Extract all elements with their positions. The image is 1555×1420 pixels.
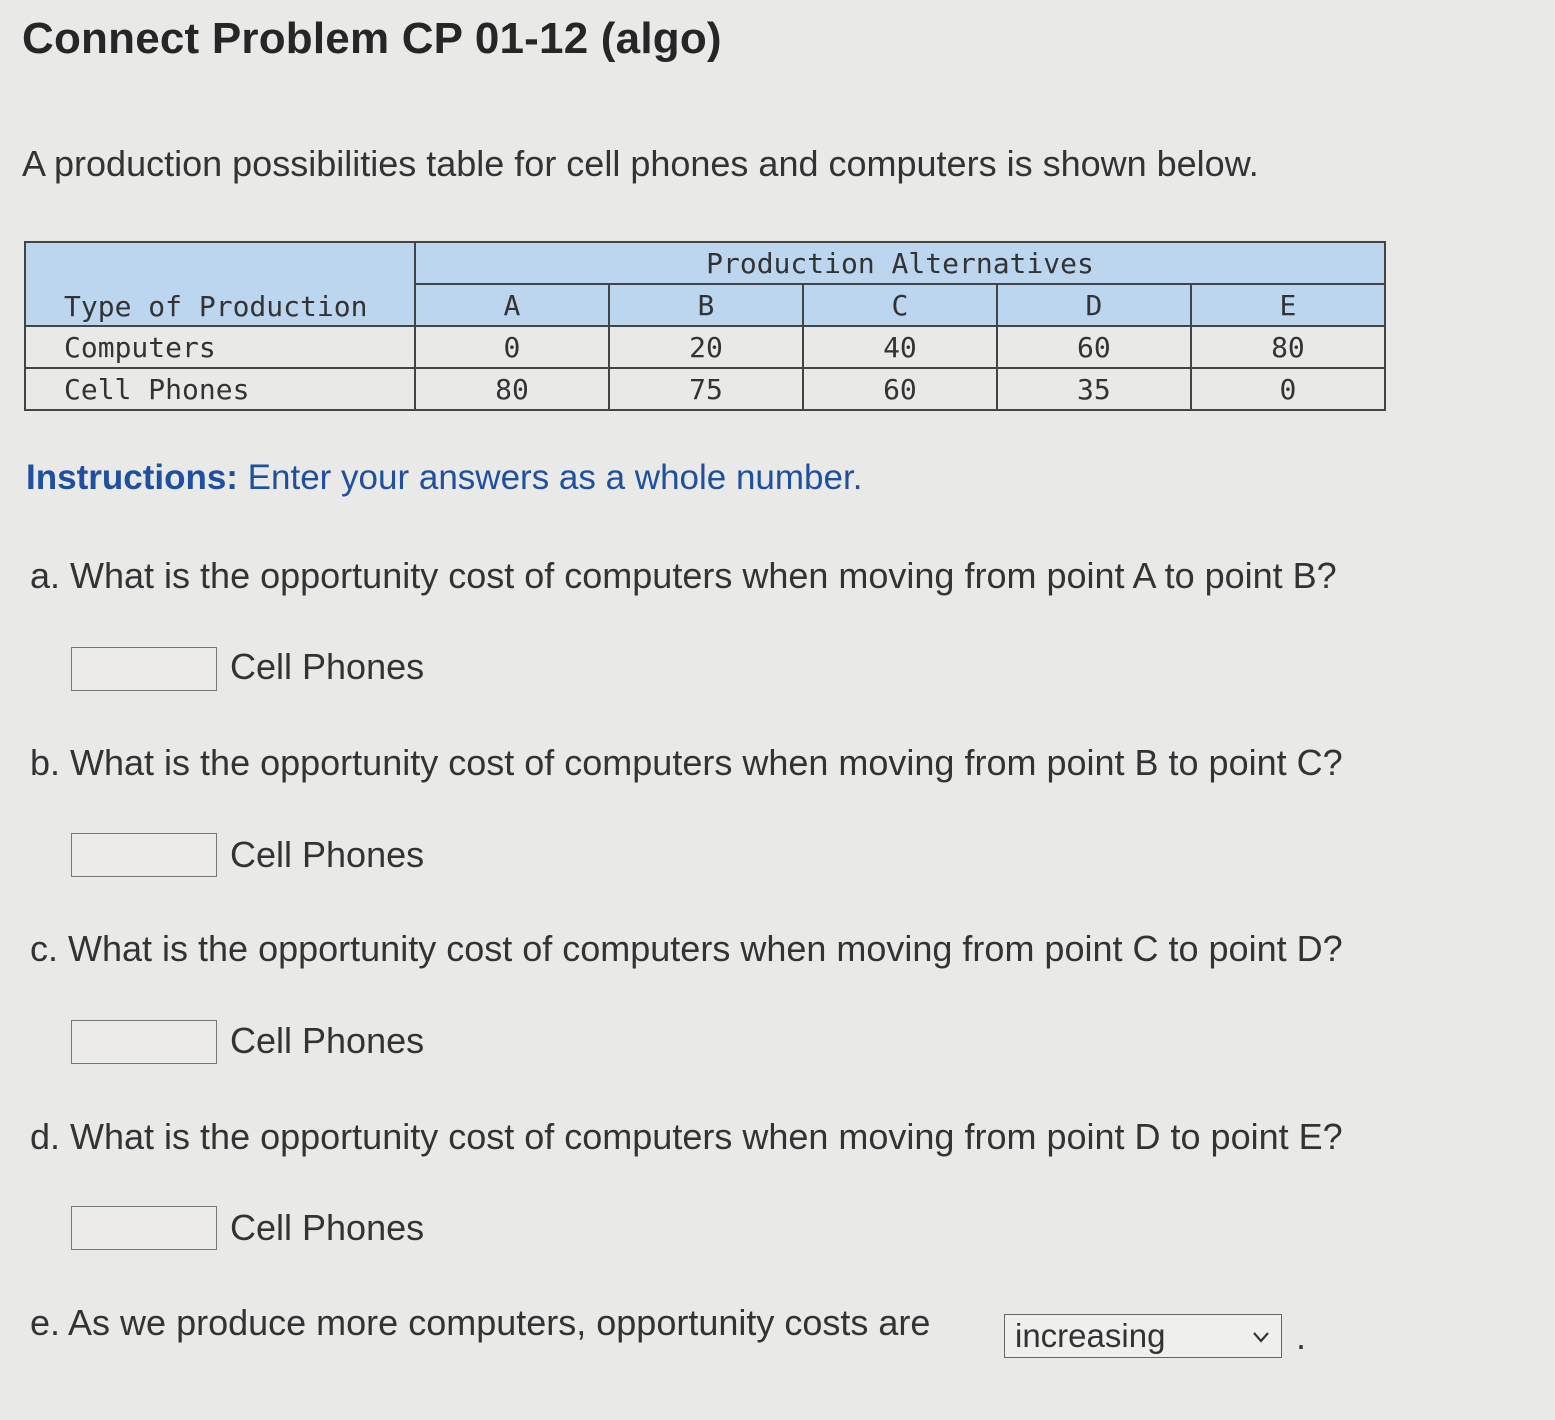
column-header-c: C: [803, 284, 997, 326]
answer-b-input[interactable]: [71, 833, 217, 877]
column-header-b: B: [609, 284, 803, 326]
question-b: b. What is the opportunity cost of computers when moving from point B to point C?: [30, 742, 1343, 783]
question-a: a. What is the opportunity cost of computers when moving from point A to point B?: [30, 555, 1337, 596]
table-row-computers: [25, 326, 1385, 368]
row-header-label: Type of Production: [64, 290, 368, 323]
row-label: Computers: [25, 326, 415, 368]
answer-d-unit: Cell Phones: [230, 1207, 425, 1248]
instructions: [26, 458, 862, 498]
table-cell: 80: [415, 368, 609, 410]
answer-c-unit: Cell Phones: [230, 1020, 425, 1061]
answer-d-input[interactable]: [71, 1206, 217, 1250]
table-cell: 35: [997, 368, 1191, 410]
question-e: e. As we produce more computers, opportunity costs are: [30, 1302, 931, 1343]
page-title: Connect Problem CP 01-12 (algo): [22, 14, 722, 63]
table-row-cell-phones: [25, 368, 1385, 410]
table-cell: 60: [997, 326, 1191, 368]
table-cell: 20: [609, 326, 803, 368]
answer-a-unit: Cell Phones: [230, 646, 425, 687]
column-header-e: E: [1191, 284, 1385, 326]
row-header-cell: [25, 242, 415, 326]
answer-c-input[interactable]: [71, 1020, 217, 1064]
table-cell: 80: [1191, 326, 1385, 368]
instructions-lead: Instructions:: [26, 458, 238, 497]
chevron-down-icon: [1251, 1327, 1271, 1347]
table-cell: 0: [1191, 368, 1385, 410]
select-value: increasing: [1015, 1317, 1166, 1354]
instructions-text: Enter your answers as a whole number.: [237, 458, 863, 497]
table-cell: 40: [803, 326, 997, 368]
question-e-period: .: [1296, 1316, 1307, 1357]
table-cell: 0: [415, 326, 609, 368]
row-label: Cell Phones: [25, 368, 415, 410]
answer-b-unit: Cell Phones: [230, 834, 425, 875]
opportunity-cost-select[interactable]: [1004, 1314, 1282, 1358]
group-header: Production Alternatives: [415, 242, 1385, 284]
production-possibilities-table: [24, 241, 1386, 411]
intro-text: A production possibilities table for cell phones and computers is shown below.: [22, 143, 1259, 184]
question-d: d. What is the opportunity cost of computers when moving from point D to point E?: [30, 1116, 1343, 1157]
answer-a-input[interactable]: [71, 647, 217, 691]
question-c: c. What is the opportunity cost of computers when moving from point C to point D?: [30, 928, 1343, 969]
table-cell: 75: [609, 368, 803, 410]
table-cell: 60: [803, 368, 997, 410]
column-header-d: D: [997, 284, 1191, 326]
column-header-a: A: [415, 284, 609, 326]
